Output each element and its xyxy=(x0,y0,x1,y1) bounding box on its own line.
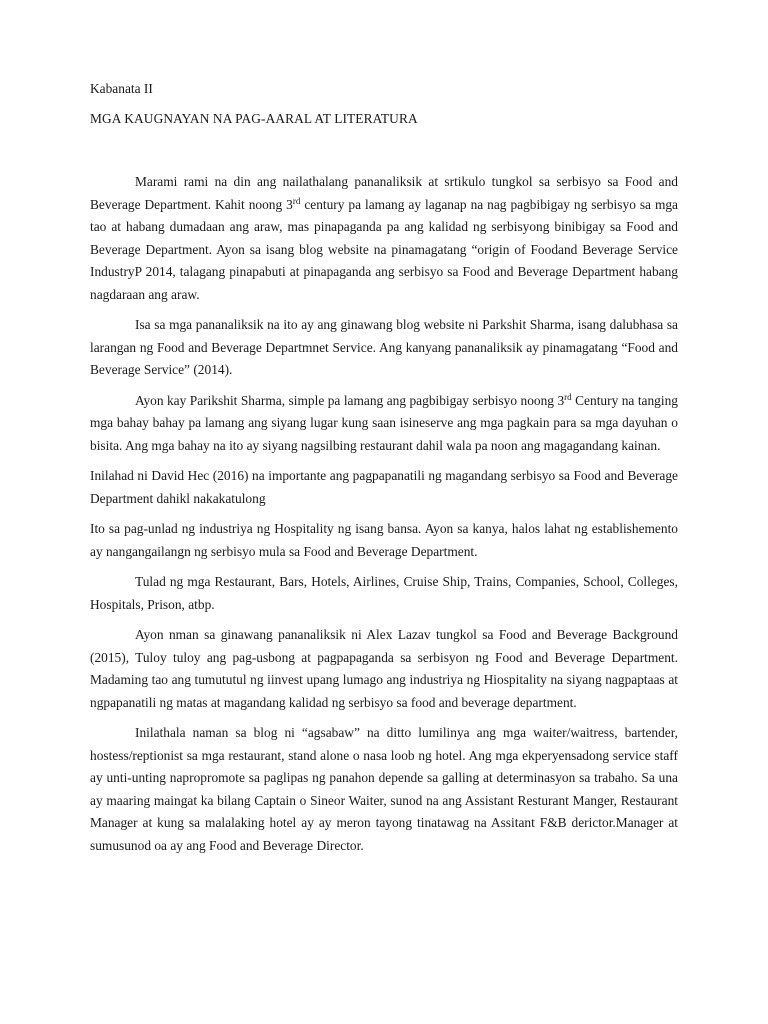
paragraph-text: Ayon nman sa ginawang pananaliksik ni Alex Lazav tungkol sa Food and Beverage Background (2015), Tuloy tuloy ang pag-usbong at pagpapaganda sa serbisyon ng Food and Beverage Department. Madaming tao ang tumututul ng iinvest upang lumago ang industriya ng Hiospitality na siyang nagpaptaas at ngpapanatili ng matas at magandang kalidad ng serbisyo sa food and beverage department. xyxy=(90,627,678,710)
superscript: rd xyxy=(564,391,572,402)
paragraph-text: Isa sa mga pananaliksik na ito ay ang ginawang blog website ni Parkshit Sharma, isang dalubhasa sa larangan ng Food and Beverage Departmnet Service. Ang kanyang pananaliksik ay pinamagatang “Food and Beverage Service” (2014). xyxy=(90,317,678,377)
body-paragraph xyxy=(90,518,678,563)
body-paragraph xyxy=(90,314,678,382)
body-paragraph xyxy=(90,465,678,510)
paragraph-text: Ayon kay Parikshit Sharma, simple pa lamang ang pagbibigay serbisyo noong 3 xyxy=(135,392,565,408)
body-paragraph xyxy=(90,722,678,857)
chapter-title: MGA KAUGNAYAN NA PAG-AARAL AT LITERATURA xyxy=(90,110,418,126)
document-page xyxy=(90,78,678,865)
document-body xyxy=(90,171,678,857)
chapter-label: Kabanata II xyxy=(90,81,153,96)
superscript: rd xyxy=(292,195,301,206)
body-paragraph xyxy=(90,571,678,616)
paragraph-text: Marami rami na din ang nailathalang pananaliksik at srtikulo tungkol sa serbisyo sa Food and Beverage Department. Kahit noong 3 xyxy=(90,174,678,212)
body-paragraph xyxy=(90,171,678,306)
paragraph-text: century pa lamang ay laganap na nag pagbibigay ng serbisyo sa mga tao at habang dumadaan ang araw, mas pinapaganda pa ang kalidad ng serbisyong binibigay sa Food and Beverage Department. Ayon sa isang blog website na pinamagatang “origin of Foodand Beverage Service IndustryP 2014, talagang pinapabuti at pinapaganda ang serbisyo sa Food and Beverage Department habang nagdaraan ang araw. xyxy=(90,196,679,302)
body-paragraph xyxy=(90,390,678,458)
paragraph-text: Century na tanging mga bahay bahay pa lamang ang siyang lugar kung saan isineserve ang mga pagkain para sa mga dayuhan o bisita. Ang mga bahay na ito ay siyang nagsilbing restaurant dahil wala pa noon ang magagandang kainan. xyxy=(90,392,678,453)
body-paragraph xyxy=(90,624,678,714)
paragraph-text: Tulad ng mga Restaurant, Bars, Hotels, Airlines, Cruise Ship, Trains, Companies, School, Colleges, Hospitals, Prison, atbp. xyxy=(90,574,678,612)
paragraph-text: Inilathala naman sa blog ni “agsabaw” na ditto lumilinya ang mga waiter/waitress, bartender, hostess/reptionist sa mga restaurant, stand alone o nasa loob ng hotel. Ang mga ekperyensadong service staff ay unti-unting napropromote sa paglipas ng panahon depende sa galling at determinasyon sa trabaho. Sa una ay maaring maingat ka bilang Captain o Sineor Waiter, sunod na ang Assistant Resturant Manger, Restaurant Manager at kung sa malalaking hotel ay ay meron tayong tinatawag na Assitant F&B derictor.Manager at sumusunod oa ay ang Food and Beverage Director. xyxy=(90,725,678,853)
paragraph-text: Ito sa pag-unlad ng industriya ng Hospitality ng isang bansa. Ayon sa kanya, halos lahat ng establishemento ay nangangailangn ng serbisyo mula sa Food and Beverage Department. xyxy=(90,521,678,559)
paragraph-text: Inilahad ni David Hec (2016) na importante ang pagpapanatili ng magandang serbisyo sa Food and Beverage Department dahikl nakakatulong xyxy=(90,468,678,506)
